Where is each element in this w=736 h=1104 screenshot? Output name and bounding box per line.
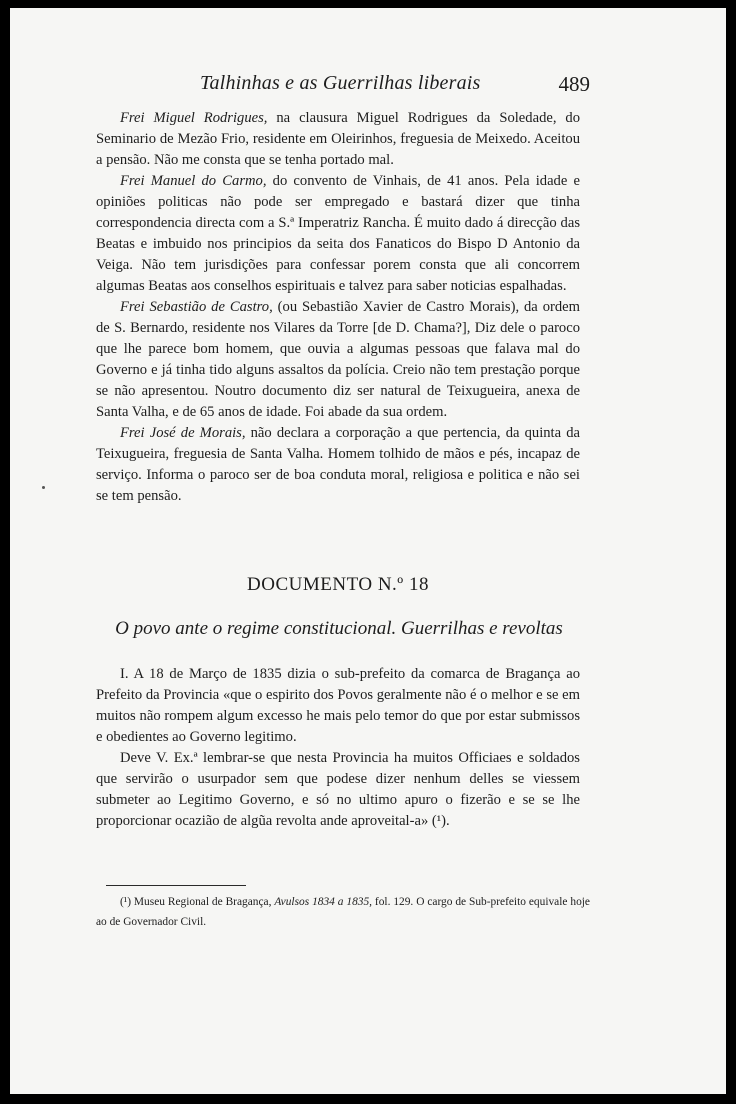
page-number: 489 [558, 72, 590, 96]
entry-text: na clausura Miguel Rodrigues da Soledade, do Seminario de Mezão Frio, residente em Oleirinhos, freguesia de Meixedo. Aceitou a pensão. Não me consta que se tenha portado mal. [96, 110, 581, 168]
entry-text: não declara a corporação a que pertencia, da quinta da Teixugueira, freguesia de Santa Valha. Homem tolhido de mãos e pés, incapaz de serviço. Informa o paroco ser de boa conduta moral, religiosa e politica e não sei se tem pensão. [96, 425, 580, 504]
document-subtitle: O povo ante o regime constitucional. Guerrilhas e revoltas [115, 618, 563, 639]
entry-name: Frei Manuel do Carmo, [120, 173, 267, 189]
entry-name: Frei Miguel Rodrigues, [120, 110, 268, 126]
document-text [96, 664, 580, 832]
footnote-rule [106, 885, 246, 886]
document-paragraph: Deve V. Ex.ª lembrar-se que nesta Provincia ha muitos Officiaes e soldados que servirão o usurpador sem que podese dizer nenhum delles se viessem submeter ao Legitimo Governo, e só no ultimo apuro o fizerão e se se lhe proporcionar ocazião de algũa revolta ande aproveital-a» (¹). [96, 750, 580, 829]
entry-paragraph [96, 171, 580, 297]
entry-paragraph [96, 423, 580, 507]
running-title: Talhinhas e as Guerrilhas liberais [200, 72, 481, 94]
paper-speck [42, 486, 45, 489]
entry-text: (ou Sebastião Xavier de Castro Morais), da ordem de S. Bernardo, residente nos Vilares da Torre [de D. Chama?], Diz dele o paroco que lhe parece bom homem, que ouvia a algumas pessoas que falava mal do Governo e já tinha tido alguns assaltos da polícia. Creio não tem prestação porque se não apresentou. Noutro documento diz ser natural de Teixugueira, anexa de Santa Valha, e de 65 anos de idade. Foi abade da sua ordem. [96, 299, 580, 420]
entries-text [96, 108, 580, 507]
entry-paragraph [96, 297, 580, 423]
footnote-text-before: Museu Regional de Bragança, [131, 896, 275, 908]
footnote-paragraph [96, 892, 590, 932]
footnote-italic: Avulsos 1834 a 1835, [274, 896, 373, 908]
entry-name: Frei Sebastião de Castro, [120, 299, 273, 315]
document-heading: DOCUMENTO N.º 18 [247, 574, 429, 595]
entry-paragraph [96, 108, 580, 171]
footnote [96, 892, 590, 932]
book-page [10, 8, 726, 1094]
entry-text: do convento de Vinhais, de 41 anos. Pela idade e opiniões politicas não pode ser empregado e bastará dizer que tinha correspondencia directa com a S.ª Imperatriz Rancha. É muito dado á direcção das Beatas e imbuido nos principios da seita dos Fanaticos do Bispo D Antonio da Veiga. Não tem jurisdições para confessar porem consta que ali concorrem algumas Beatas aos conselhos espirituais e talvez para saber noticias espalhadas. [96, 173, 580, 294]
footnote-text-after: fol. 129. O cargo de Sub-prefeito equivale hoje ao de Governador Civil. [96, 896, 590, 928]
entry-name: Frei José de Morais, [120, 425, 246, 441]
page-header [100, 68, 596, 98]
footnote-marker: (¹) [120, 896, 132, 908]
document-paragraph: I. A 18 de Março de 1835 dizia o sub-prefeito da comarca de Bragança ao Prefeito da Provincia «que o espirito dos Povos geralmente não é o melhor e se em muitos não rompem algum excesso he mais pelo temor do que por estar submissos e obedientes ao Governo legitimo. [96, 666, 580, 745]
